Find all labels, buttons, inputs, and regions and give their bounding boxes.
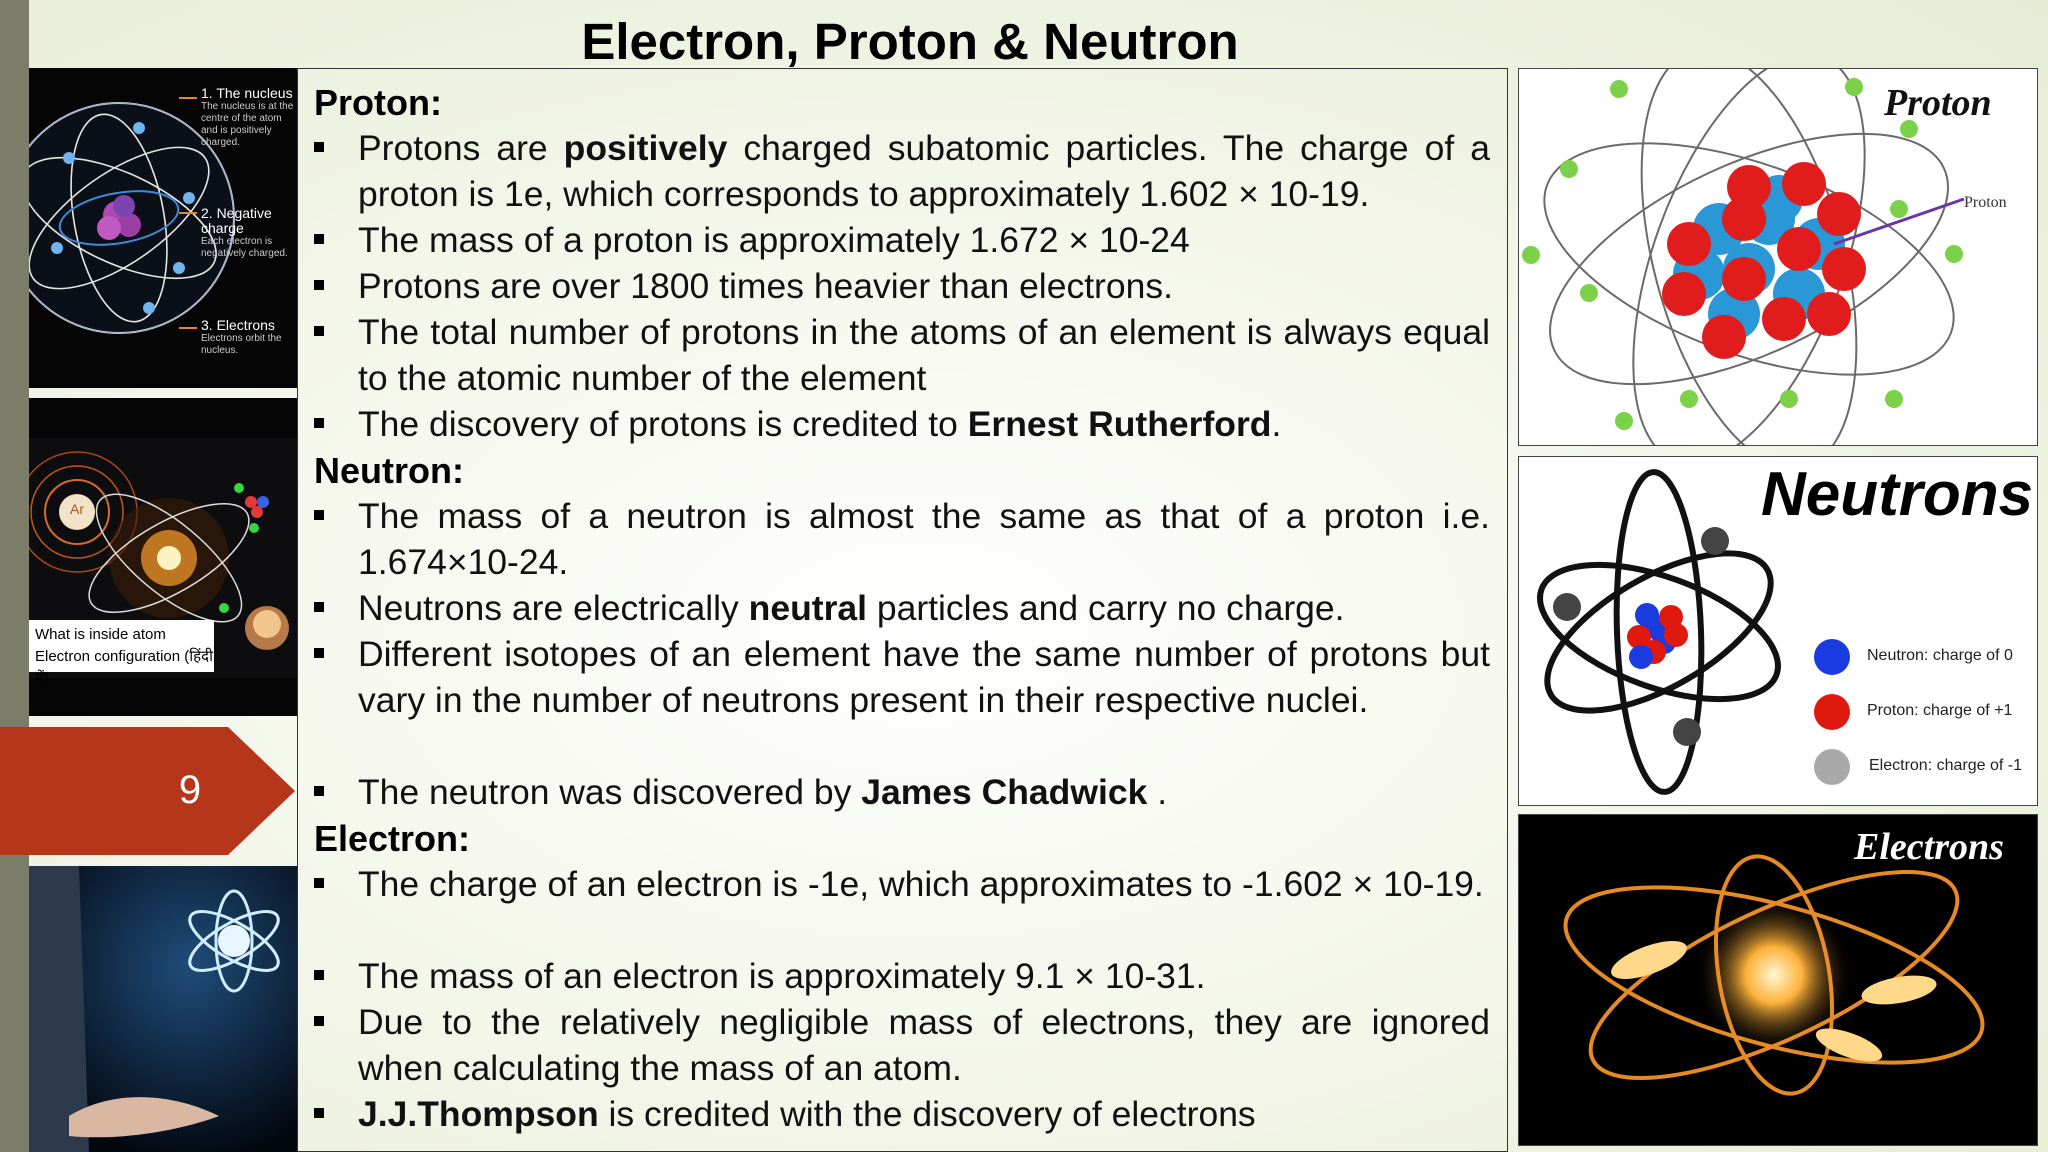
proton-heading: Proton: <box>314 82 442 123</box>
bullet-square-icon <box>314 786 324 796</box>
bullet-text-post: charged subatomic particles. The charge of a proton is 1e, which corresponds to approximately 1.602 × 10-19. <box>358 128 1490 214</box>
bullet-text-post: . <box>1271 404 1282 444</box>
legend-proton-label: Proton: charge of +1 <box>1867 702 2013 719</box>
neutron-bullet-text <box>358 769 1490 815</box>
proton-bullet-text: Protons are over 1800 times heavier than electrons. <box>358 266 1173 306</box>
proton-image <box>1518 68 2038 446</box>
bullet-square-icon <box>314 878 324 888</box>
slide-title: Electron, Proton & Neutron <box>581 13 1239 70</box>
electrons-image-title: Electrons <box>1854 826 2004 868</box>
proton-image-title: Proton <box>1884 82 1992 124</box>
negative-charge-desc: Each electron is negatively charged. <box>201 236 288 259</box>
page-number-tab <box>0 727 295 855</box>
bullet-square-icon <box>314 418 324 428</box>
proton-pointer-label: Proton <box>1964 194 2007 211</box>
content-box <box>297 68 1508 1152</box>
bullet-text-pre: Protons are <box>358 128 564 168</box>
bullet-text-post: . <box>1147 772 1168 812</box>
electrons-image <box>1518 814 2038 1146</box>
video-caption-line1: What is inside atom <box>35 626 166 643</box>
neutron-bullet-text: The mass of a neutron is almost the same as that of a proton i.e. 1.674×10-24. <box>358 496 1490 582</box>
bullet-text-bold: positively <box>563 128 728 168</box>
legend-neutron-label: Neutron: charge of 0 <box>1867 647 2013 664</box>
bullet-square-icon <box>314 510 324 520</box>
electron-bullet-text: The charge of an electron is -1e, which approximates to -1.602 × 10-19. <box>358 864 1484 904</box>
bullet-text-post: particles and carry no charge. <box>867 588 1345 628</box>
proton-bullet-text <box>358 125 1490 217</box>
negative-charge-label <box>201 206 297 260</box>
neutrons-image <box>1518 456 2038 806</box>
proton-bullet-text <box>358 401 1490 447</box>
bullet-square-icon <box>314 1108 324 1118</box>
proton-atom-icon <box>1519 69 2037 445</box>
bullet-text-pre: The neutron was discovered by <box>358 772 862 812</box>
bullet-square-icon <box>314 326 324 336</box>
bullet-square-icon <box>314 1016 324 1026</box>
electrons-label <box>201 318 297 357</box>
electron-bullet-text: The mass of an electron is approximately 9.1 × 10-31. <box>358 956 1206 996</box>
page-number: 9 <box>178 768 202 812</box>
electron-heading: Electron: <box>314 818 471 859</box>
bullet-text-bold: J.J.Thompson <box>358 1094 599 1134</box>
bullet-text-bold: neutral <box>748 588 868 628</box>
neutron-heading: Neutron: <box>314 450 464 491</box>
element-symbol: Ar <box>70 501 84 517</box>
neutrons-image-title: Neutrons <box>1761 460 2034 529</box>
bullet-text-pre: Neutrons are electrically <box>358 588 749 628</box>
proton-bullet-text: The mass of a proton is approximately 1.672 × 10-24 <box>358 220 1190 260</box>
bullet-square-icon <box>314 602 324 612</box>
electron-bullet-text <box>358 1091 1490 1137</box>
proton-bullet-text: The total number of protons in the atoms of an element is always equal to the atomic number of the element <box>358 312 1490 398</box>
bullet-text-bold: Ernest Rutherford <box>967 404 1272 444</box>
nucleus-desc: The nucleus is at the centre of the atom and is positively charged. <box>201 101 294 148</box>
neutron-bullet-text <box>358 585 1490 631</box>
video-caption-line2: Electron configuration (हिंदी में) <box>35 648 213 687</box>
electron-bullet-text: Due to the relatively negligible mass of electrons, they are ignored when calculating the mass of an atom. <box>358 1002 1490 1088</box>
atom-structure-image <box>29 68 297 388</box>
video-caption <box>35 624 215 690</box>
hand-atom-image <box>29 866 297 1152</box>
atom-video-thumbnail <box>29 398 297 716</box>
electrons-desc: Electrons orbit the nucleus. <box>201 333 282 356</box>
bullet-text-post: is credited with the discovery of electrons <box>598 1094 1256 1134</box>
electrons-label-title: 3. Electrons <box>201 317 275 333</box>
bullet-text-bold: James Chadwick <box>861 772 1148 812</box>
bullet-square-icon <box>314 280 324 290</box>
bullet-square-icon <box>314 970 324 980</box>
bullet-square-icon <box>314 142 324 152</box>
legend-electron-label: Electron: charge of -1 <box>1869 757 2022 774</box>
bullet-square-icon <box>314 234 324 244</box>
bullet-text-pre: The discovery of protons is credited to <box>358 404 968 444</box>
left-decor-bar <box>0 0 29 1152</box>
hand-atom-icon <box>29 866 297 1152</box>
nucleus-label-title: 1. The nucleus <box>201 85 293 101</box>
negative-charge-title: 2. Negative charge <box>201 205 272 236</box>
neutron-bullet-text: Different isotopes of an element have the same number of protons but vary in the number of neutrons present in their respective nuclei. <box>358 634 1490 720</box>
nucleus-label <box>201 86 297 149</box>
bullet-square-icon <box>314 648 324 658</box>
